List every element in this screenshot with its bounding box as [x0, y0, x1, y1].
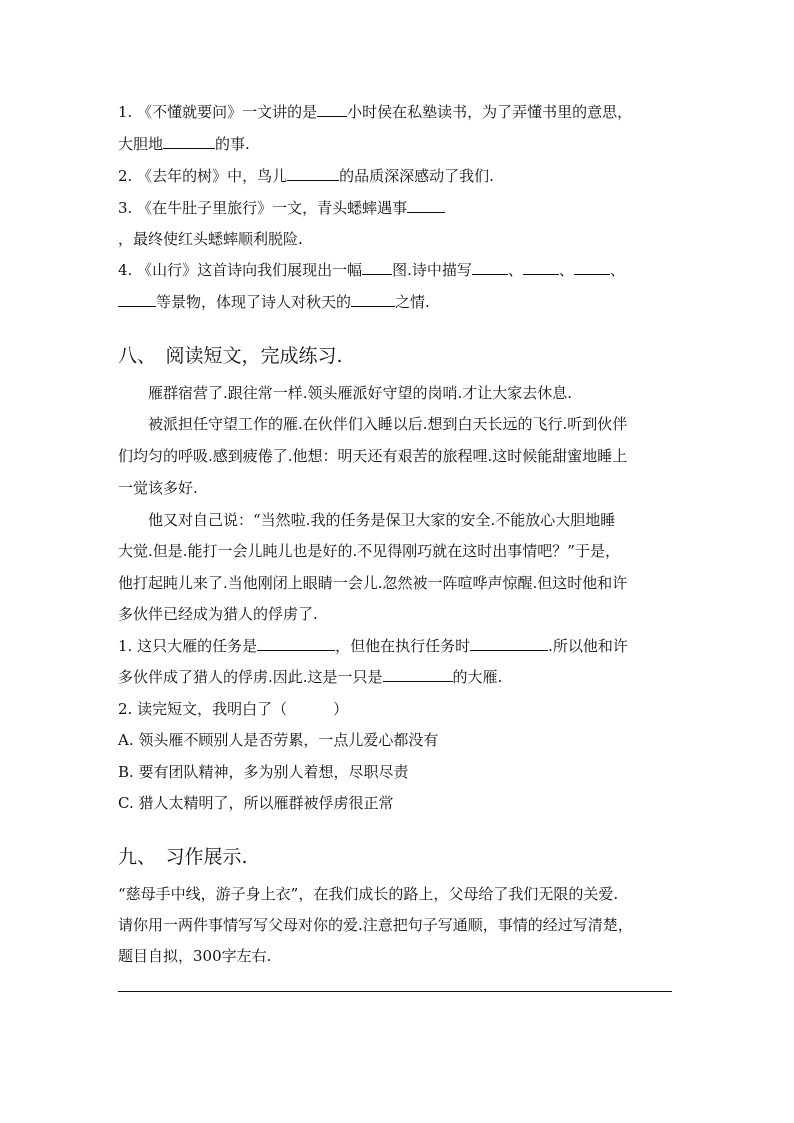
q-text: 的事. — [215, 135, 250, 153]
q-text: 之情. — [395, 293, 430, 311]
answer-blank[interactable] — [287, 166, 339, 181]
passage-para2-line2: 们均匀的呼吸.感到疲倦了.他想：明天还有艰苦的旅程哩.这时候能甜蜜地睡上 — [118, 447, 628, 465]
s7-q4-line1 — [118, 260, 625, 280]
q-text: 《在牛肚子里旅行》一文，青头蟋蟀遇事 — [137, 199, 408, 217]
s7-q4-line2 — [118, 292, 430, 312]
q-text: 的品质深深感动了我们. — [339, 167, 494, 185]
writing-rule-line[interactable] — [118, 991, 672, 992]
q-text: 《不懂就要问》一文讲的是 — [137, 103, 318, 121]
separator: 、 — [609, 261, 625, 279]
q-text: ，最终使红头蟋蟀顺利脱险. — [118, 230, 303, 248]
s7-q3-line2 — [118, 229, 303, 249]
option-c: C. 猎人太精明了，所以雁群被俘虏很正常 — [118, 794, 394, 812]
q-text: 大胆地 — [118, 135, 164, 153]
passage-para3-line1: 他又对自己说：“当然啦.我的任务是保卫大家的安全.不能放心大胆地睡 — [148, 511, 616, 529]
passage-para3-line4: 多伙伴已经成为猎人的俘虏了. — [118, 605, 318, 623]
q-text: 《山行》这首诗向我们展现出一幅 — [137, 261, 363, 279]
q-text: 等景物，体现了诗人对秋天的 — [156, 293, 352, 311]
s7-q2 — [118, 166, 494, 186]
q-text: 《去年的树》中，鸟儿 — [137, 167, 288, 185]
q-number: 1. — [118, 637, 133, 655]
section9-heading: 九、 习作展示. — [118, 846, 248, 868]
q-text: 多伙伴成了猎人的俘虏.因此.这是一只是 — [118, 668, 383, 686]
passage-para1: 雁群宿营了.跟往常一样.领头雁派好守望的岗哨.才让大家去休息. — [148, 384, 573, 402]
q-text: 图.诗中描写 — [392, 261, 472, 279]
answer-blank[interactable] — [317, 102, 347, 117]
passage-para3-line3: 他打起盹儿来了.当他刚闭上眼睛一会儿.忽然被一阵喧哗声惊醒.但这时他和许 — [118, 574, 628, 592]
q-text: 的大雁. — [452, 668, 503, 686]
essay-prompt-line3: 题目自拟，300字左右. — [118, 947, 272, 965]
q-text: 小时侯在私塾读书，为了弄懂书里的意思， — [347, 103, 633, 121]
q-number: 2. — [118, 700, 133, 718]
answer-blank[interactable] — [383, 667, 453, 682]
q-number: 2. — [118, 167, 133, 185]
q-text: 这只大雁的任务是 — [137, 637, 258, 655]
answer-blank[interactable] — [574, 260, 610, 275]
s7-q1-line1 — [118, 102, 632, 122]
answer-blank[interactable] — [118, 292, 156, 307]
s8-q2 — [118, 699, 348, 719]
q-text: 读完短文，我明白了（ — [137, 700, 288, 718]
q-number: 4. — [118, 261, 133, 279]
answer-blank[interactable] — [351, 292, 395, 307]
s8-q1-line1 — [118, 636, 628, 656]
passage-para2-line3: 一觉该多好. — [118, 479, 198, 497]
essay-prompt-line1: “慈母手中线，游子身上衣”，在我们成长的路上，父母给了我们无限的关爱. — [118, 885, 619, 903]
s8-q1-line2 — [118, 667, 502, 687]
answer-blank[interactable] — [523, 260, 559, 275]
answer-blank[interactable] — [257, 636, 335, 651]
s7-q3-line1 — [118, 198, 445, 218]
option-a: A. 领头雁不顾别人是否劳累，一点儿爱心都没有 — [118, 731, 439, 749]
option-b: B. 要有团队精神，多为别人着想，尽职尽责 — [118, 763, 409, 781]
answer-blank[interactable] — [163, 134, 215, 149]
q-number: 3. — [118, 199, 133, 217]
passage-para2-line1: 被派担任守望工作的雁.在伙伴们入睡以后.想到白天长远的飞行.听到伙伴 — [148, 415, 628, 433]
q-text: ，但他在执行任务时 — [335, 637, 471, 655]
section8-heading: 八、 阅读短文，完成练习. — [118, 345, 343, 367]
answer-blank[interactable] — [472, 260, 508, 275]
q-number: 1. — [118, 103, 133, 121]
passage-para3-line2: 大觉.但是.能打一会儿盹儿也是好的.不见得刚巧就在这时出事情吧？”于是， — [118, 542, 620, 560]
q-text: .所以他和许 — [548, 637, 628, 655]
separator: 、 — [507, 261, 523, 279]
answer-blank[interactable] — [470, 636, 548, 651]
answer-blank[interactable] — [407, 198, 445, 213]
separator: 、 — [558, 261, 574, 279]
q-text: ） — [333, 700, 349, 718]
essay-prompt-line2: 请你用一两件事情写写父母对你的爱.注意把句子写通顺，事情的经过写清楚， — [118, 916, 633, 934]
answer-blank[interactable] — [362, 260, 392, 275]
s7-q1-line2 — [118, 134, 250, 154]
